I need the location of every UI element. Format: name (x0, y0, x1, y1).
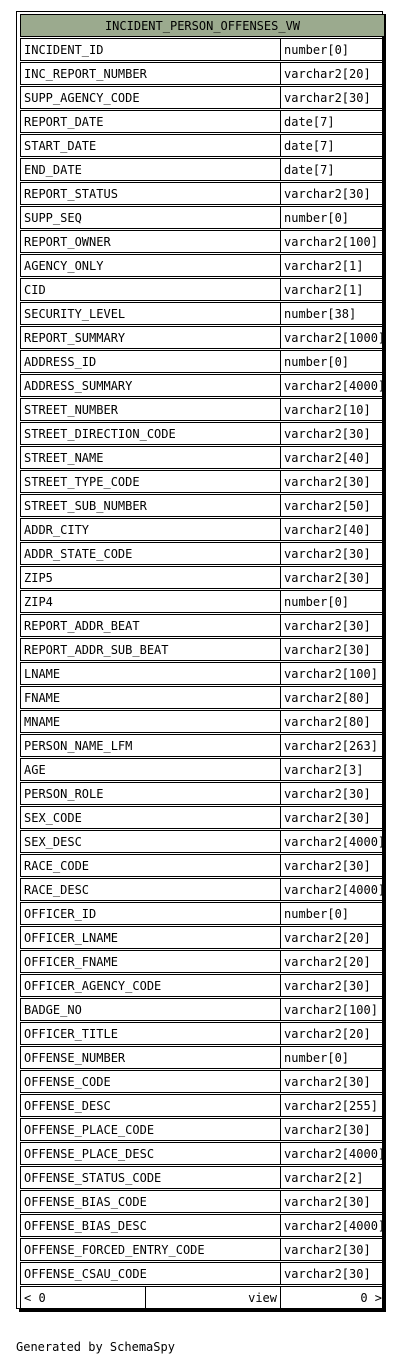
column-name[interactable]: OFFICER_TITLE (20, 1022, 281, 1045)
column-row[interactable] (20, 302, 385, 326)
column-type: varchar2[1] (280, 254, 386, 277)
column-name[interactable]: OFFENSE_BIAS_CODE (20, 1190, 281, 1213)
column-row[interactable] (20, 350, 385, 374)
column-row[interactable] (20, 158, 385, 182)
column-type: varchar2[30] (280, 1190, 386, 1213)
column-name[interactable]: REPORT_ADDR_BEAT (20, 614, 281, 637)
table-kind-label: view (145, 1286, 281, 1309)
column-row[interactable] (20, 926, 385, 950)
column-row[interactable] (20, 1214, 385, 1238)
column-name[interactable]: SECURITY_LEVEL (20, 302, 281, 325)
column-type: varchar2[20] (280, 1022, 386, 1045)
column-type: varchar2[100] (280, 998, 386, 1021)
column-row[interactable] (20, 1262, 385, 1286)
column-row[interactable] (20, 638, 385, 662)
column-row[interactable] (20, 278, 385, 302)
column-name[interactable]: INCIDENT_ID (20, 38, 281, 61)
column-row[interactable] (20, 1238, 385, 1262)
column-row[interactable] (20, 1094, 385, 1118)
column-name[interactable]: STREET_DIRECTION_CODE (20, 422, 281, 445)
column-name[interactable]: ADDRESS_SUMMARY (20, 374, 281, 397)
column-type: varchar2[20] (280, 926, 386, 949)
column-row[interactable] (20, 734, 385, 758)
column-type: varchar2[40] (280, 446, 386, 469)
column-name[interactable]: OFFENSE_CSAU_CODE (20, 1262, 281, 1285)
column-row[interactable] (20, 86, 385, 110)
column-row[interactable] (20, 686, 385, 710)
column-name[interactable]: LNAME (20, 662, 281, 685)
column-row[interactable] (20, 1046, 385, 1070)
column-type: number[0] (280, 1046, 386, 1069)
column-row[interactable] (20, 470, 385, 494)
column-row[interactable] (20, 110, 385, 134)
column-type: varchar2[100] (280, 230, 386, 253)
column-type: varchar2[30] (280, 422, 386, 445)
column-name[interactable]: BADGE_NO (20, 998, 281, 1021)
column-row[interactable] (20, 1142, 385, 1166)
column-name[interactable]: MNAME (20, 710, 281, 733)
column-name[interactable]: REPORT_SUMMARY (20, 326, 281, 349)
column-row[interactable] (20, 206, 385, 230)
column-name[interactable]: RACE_CODE (20, 854, 281, 877)
column-name[interactable]: STREET_SUB_NUMBER (20, 494, 281, 517)
column-type: varchar2[30] (280, 614, 386, 637)
column-row[interactable] (20, 1190, 385, 1214)
column-type: varchar2[1000] (280, 326, 386, 349)
column-name[interactable]: AGE (20, 758, 281, 781)
column-name[interactable]: END_DATE (20, 158, 281, 181)
column-name[interactable]: OFFENSE_CODE (20, 1070, 281, 1093)
column-row[interactable] (20, 230, 385, 254)
column-type: varchar2[30] (280, 1238, 386, 1261)
column-name[interactable]: OFFICER_AGENCY_CODE (20, 974, 281, 997)
column-row[interactable] (20, 566, 385, 590)
column-type: varchar2[20] (280, 950, 386, 973)
column-type: varchar2[2] (280, 1166, 386, 1189)
column-name[interactable]: ADDR_STATE_CODE (20, 542, 281, 565)
column-row[interactable] (20, 950, 385, 974)
column-name[interactable]: SUPP_AGENCY_CODE (20, 86, 281, 109)
column-row[interactable] (20, 614, 385, 638)
column-name[interactable]: ADDR_CITY (20, 518, 281, 541)
column-type: varchar2[100] (280, 662, 386, 685)
column-name[interactable]: OFFENSE_STATUS_CODE (20, 1166, 281, 1189)
column-name[interactable]: OFFENSE_DESC (20, 1094, 281, 1117)
column-name[interactable]: STREET_NAME (20, 446, 281, 469)
column-row[interactable] (20, 326, 385, 350)
column-name[interactable]: ADDRESS_ID (20, 350, 281, 373)
column-name[interactable]: STREET_TYPE_CODE (20, 470, 281, 493)
column-row[interactable] (20, 494, 385, 518)
column-row[interactable] (20, 902, 385, 926)
column-row[interactable] (20, 1118, 385, 1142)
column-type: varchar2[30] (280, 86, 386, 109)
column-name[interactable]: INC_REPORT_NUMBER (20, 62, 281, 85)
column-type: number[0] (280, 590, 386, 613)
column-type: date[7] (280, 134, 386, 157)
column-type: varchar2[30] (280, 542, 386, 565)
parents-count[interactable]: < 0 (20, 1286, 146, 1309)
column-type: varchar2[30] (280, 974, 386, 997)
column-name[interactable]: SUPP_SEQ (20, 206, 281, 229)
column-row[interactable] (20, 446, 385, 470)
column-row[interactable] (20, 422, 385, 446)
column-row[interactable] (20, 662, 385, 686)
column-type: varchar2[50] (280, 494, 386, 517)
column-name[interactable]: OFFENSE_FORCED_ENTRY_CODE (20, 1238, 281, 1261)
column-name[interactable]: OFFICER_ID (20, 902, 281, 925)
column-type: number[0] (280, 350, 386, 373)
column-name[interactable]: PERSON_NAME_LFM (20, 734, 281, 757)
column-row[interactable] (20, 254, 385, 278)
column-row[interactable] (20, 518, 385, 542)
column-name[interactable]: START_DATE (20, 134, 281, 157)
column-type: varchar2[30] (280, 1118, 386, 1141)
column-row[interactable] (20, 806, 385, 830)
column-row[interactable] (20, 758, 385, 782)
column-type: varchar2[80] (280, 710, 386, 733)
column-type: varchar2[255] (280, 1094, 386, 1117)
column-type: varchar2[263] (280, 734, 386, 757)
column-type: varchar2[80] (280, 686, 386, 709)
table-title[interactable]: INCIDENT_PERSON_OFFENSES_VW (20, 14, 385, 37)
column-name[interactable]: ZIP4 (20, 590, 281, 613)
column-name[interactable]: AGENCY_ONLY (20, 254, 281, 277)
column-name[interactable]: REPORT_ADDR_SUB_BEAT (20, 638, 281, 661)
column-type: varchar2[1] (280, 278, 386, 301)
column-type: number[0] (280, 902, 386, 925)
column-row[interactable] (20, 854, 385, 878)
column-row[interactable] (20, 134, 385, 158)
column-row[interactable] (20, 1166, 385, 1190)
column-type: varchar2[30] (280, 1262, 386, 1285)
column-type: varchar2[4000] (280, 830, 386, 853)
column-row[interactable] (20, 62, 385, 86)
column-type: number[0] (280, 38, 386, 61)
column-type: varchar2[30] (280, 782, 386, 805)
column-type: date[7] (280, 158, 386, 181)
column-type: varchar2[30] (280, 638, 386, 661)
column-name[interactable]: OFFICER_LNAME (20, 926, 281, 949)
column-name[interactable]: OFFENSE_NUMBER (20, 1046, 281, 1069)
column-type: varchar2[30] (280, 566, 386, 589)
column-type: varchar2[3] (280, 758, 386, 781)
column-name[interactable]: OFFENSE_PLACE_CODE (20, 1118, 281, 1141)
column-name[interactable]: REPORT_STATUS (20, 182, 281, 205)
column-type: number[38] (280, 302, 386, 325)
column-row[interactable] (20, 878, 385, 902)
column-row[interactable] (20, 1022, 385, 1046)
view-entity-box[interactable] (16, 11, 386, 1309)
column-row[interactable] (20, 590, 385, 614)
children-count[interactable]: 0 > (280, 1286, 386, 1309)
column-type: date[7] (280, 110, 386, 133)
column-type: varchar2[30] (280, 470, 386, 493)
column-name[interactable]: OFFENSE_PLACE_DESC (20, 1142, 281, 1165)
column-name[interactable]: FNAME (20, 686, 281, 709)
column-row[interactable] (20, 998, 385, 1022)
generated-by-label: Generated by SchemaSpy (16, 1340, 175, 1354)
column-type: varchar2[4000] (280, 1214, 386, 1237)
column-row[interactable] (20, 830, 385, 854)
column-name[interactable]: REPORT_OWNER (20, 230, 281, 253)
column-type: varchar2[4000] (280, 1142, 386, 1165)
column-name[interactable]: STREET_NUMBER (20, 398, 281, 421)
column-row[interactable] (20, 974, 385, 998)
column-name[interactable]: SEX_CODE (20, 806, 281, 829)
column-row[interactable] (20, 710, 385, 734)
column-row[interactable] (20, 374, 385, 398)
column-type: varchar2[30] (280, 854, 386, 877)
column-name[interactable]: OFFENSE_BIAS_DESC (20, 1214, 281, 1237)
column-type: number[0] (280, 206, 386, 229)
column-name[interactable]: RACE_DESC (20, 878, 281, 901)
column-name[interactable]: SEX_DESC (20, 830, 281, 853)
column-name[interactable]: OFFICER_FNAME (20, 950, 281, 973)
column-row[interactable] (20, 38, 385, 62)
column-type: varchar2[4000] (280, 374, 386, 397)
column-row[interactable] (20, 182, 385, 206)
column-row[interactable] (20, 542, 385, 566)
table-footer (20, 1286, 385, 1309)
column-type: varchar2[40] (280, 518, 386, 541)
column-type: varchar2[30] (280, 1070, 386, 1093)
column-name[interactable]: CID (20, 278, 281, 301)
column-row[interactable] (20, 1070, 385, 1094)
column-name[interactable]: ZIP5 (20, 566, 281, 589)
column-type: varchar2[4000] (280, 878, 386, 901)
column-name[interactable]: REPORT_DATE (20, 110, 281, 133)
column-type: varchar2[10] (280, 398, 386, 421)
column-row[interactable] (20, 782, 385, 806)
column-row[interactable] (20, 398, 385, 422)
column-type: varchar2[30] (280, 182, 386, 205)
column-type: varchar2[30] (280, 806, 386, 829)
column-type: varchar2[20] (280, 62, 386, 85)
column-name[interactable]: PERSON_ROLE (20, 782, 281, 805)
